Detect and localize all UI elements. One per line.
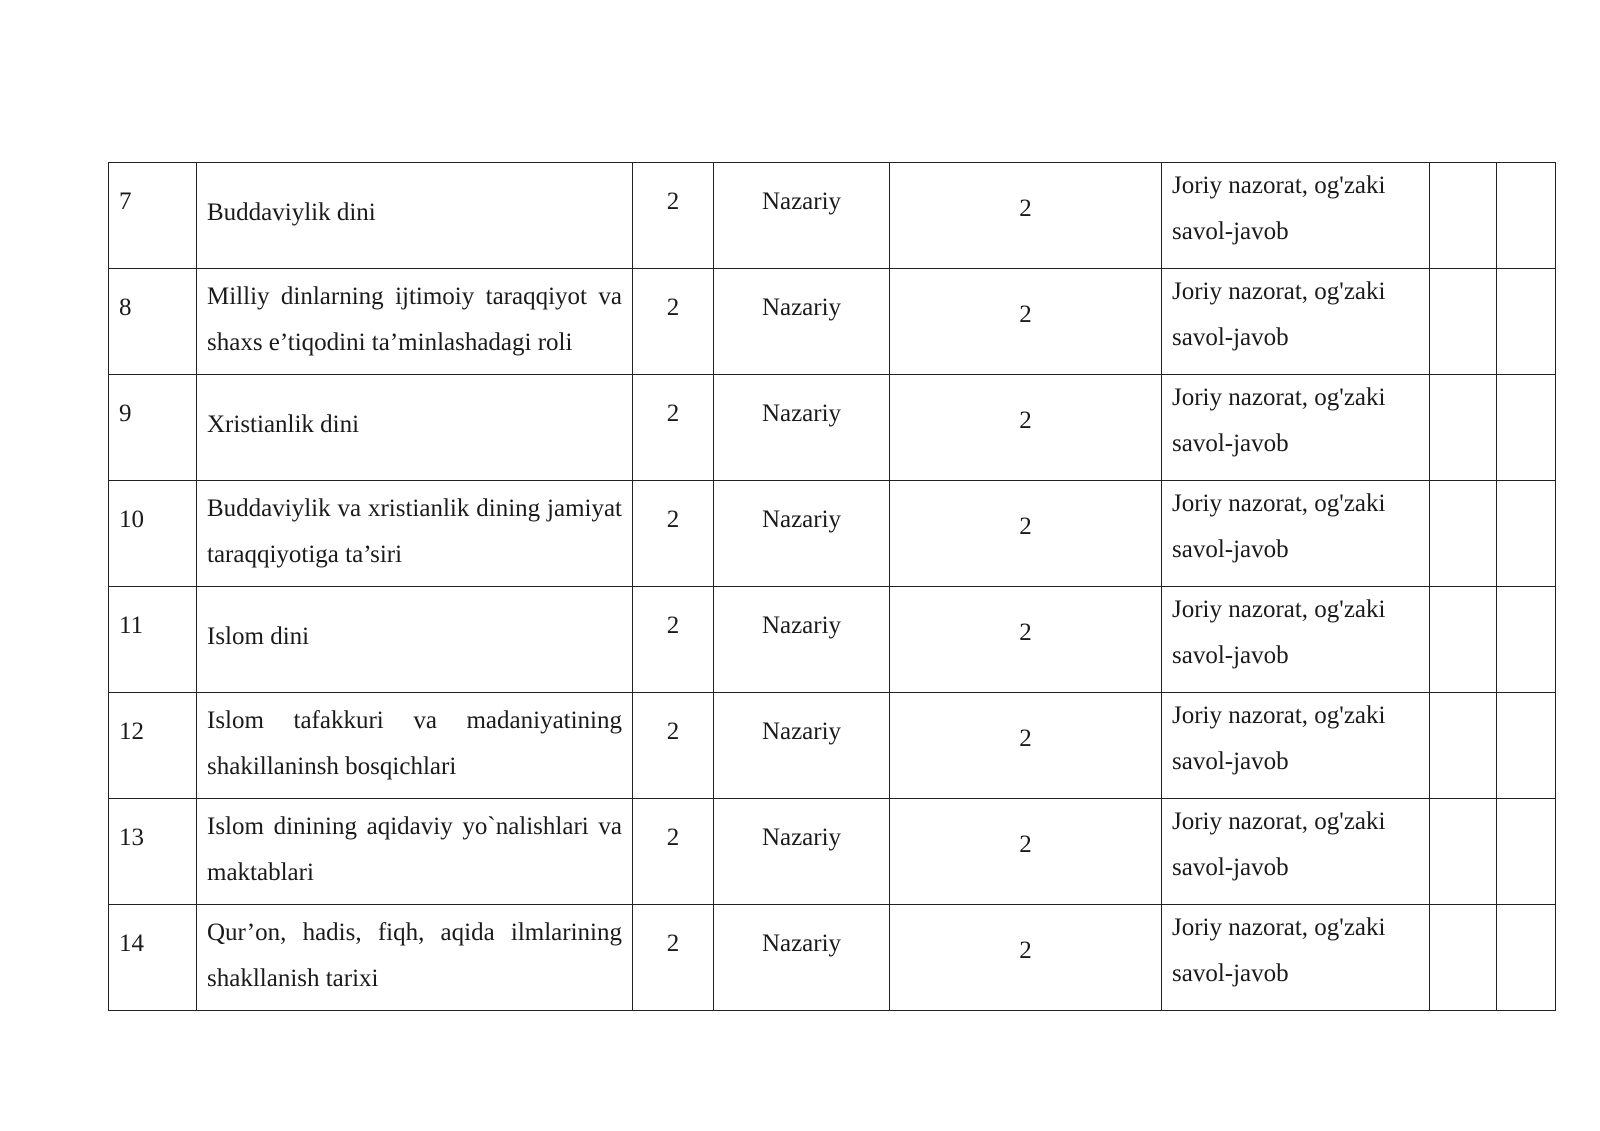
topic-cell [197, 163, 633, 269]
control-cell [1162, 799, 1430, 905]
empty-cell [1497, 693, 1556, 799]
topic-text: Islom dinining aqidaviy yo`nalishlari va maktablari [207, 813, 622, 886]
empty-cell [1430, 481, 1497, 587]
table-row [109, 799, 1556, 905]
control-cell [1162, 587, 1430, 693]
control-text: Joriy nazorat, og'zaki savol-javob [1172, 914, 1386, 987]
hours-cell [633, 269, 714, 375]
empty-cell [1497, 799, 1556, 905]
topic-cell [197, 693, 633, 799]
topic-cell [197, 375, 633, 481]
row-number-cell [109, 693, 197, 799]
lesson-type: Nazariy [761, 930, 842, 957]
table-row [109, 481, 1556, 587]
hours2-cell [890, 799, 1162, 905]
control-text: Joriy nazorat, og'zaki savol-javob [1172, 172, 1386, 245]
empty-cell [1497, 905, 1556, 1011]
empty-cell [1430, 799, 1497, 905]
row-number-cell [109, 481, 197, 587]
control-text: Joriy nazorat, og'zaki savol-javob [1172, 384, 1386, 457]
lesson-type: Nazariy [761, 294, 842, 321]
lesson-type: Nazariy [761, 824, 842, 851]
hours-value: 2 [666, 294, 680, 321]
row-number: 10 [119, 506, 144, 533]
empty-cell [1497, 269, 1556, 375]
empty-cell [1497, 163, 1556, 269]
table-row [109, 269, 1556, 375]
hours-value: 2 [666, 506, 680, 533]
row-number-cell [109, 375, 197, 481]
row-number: 7 [119, 188, 132, 215]
lesson-type-cell [714, 693, 890, 799]
row-number-cell [109, 587, 197, 693]
topic-text: Xristianlik dini [207, 411, 360, 438]
topic-cell [197, 587, 633, 693]
row-number-cell [109, 905, 197, 1011]
hours2-cell [890, 693, 1162, 799]
hours2-cell [890, 587, 1162, 693]
control-text: Joriy nazorat, og'zaki savol-javob [1172, 808, 1386, 881]
empty-cell [1497, 375, 1556, 481]
topic-text: Buddaviylik dini [207, 199, 376, 226]
hours-cell [633, 799, 714, 905]
hours2-cell [890, 163, 1162, 269]
hours2-cell [890, 905, 1162, 1011]
lesson-type-cell [714, 481, 890, 587]
empty-cell [1430, 905, 1497, 1011]
control-text: Joriy nazorat, og'zaki savol-javob [1172, 490, 1386, 563]
row-number-cell [109, 163, 197, 269]
control-cell [1162, 269, 1430, 375]
hours-cell [633, 481, 714, 587]
hours2-value: 2 [1019, 301, 1032, 328]
control-cell [1162, 693, 1430, 799]
hours2-cell [890, 269, 1162, 375]
row-number-cell [109, 799, 197, 905]
table-row [109, 375, 1556, 481]
topic-text: Milliy dinlarning ijtimoiy taraqqiyot va shaxs e’tiqodini ta’minlashadagi roli [207, 283, 622, 356]
empty-cell [1497, 481, 1556, 587]
lesson-type: Nazariy [761, 718, 842, 745]
row-number: 9 [119, 400, 132, 427]
table-row [109, 693, 1556, 799]
row-number: 12 [119, 718, 144, 745]
hours2-value: 2 [1019, 831, 1032, 858]
hours2-value: 2 [1019, 407, 1032, 434]
empty-cell [1430, 587, 1497, 693]
hours-value: 2 [666, 612, 680, 639]
empty-cell [1497, 587, 1556, 693]
control-cell [1162, 481, 1430, 587]
control-text: Joriy nazorat, og'zaki savol-javob [1172, 278, 1386, 351]
control-cell [1162, 905, 1430, 1011]
hours-value: 2 [666, 930, 680, 957]
table-row [109, 163, 1556, 269]
row-number-cell [109, 269, 197, 375]
lesson-type-cell [714, 375, 890, 481]
hours-value: 2 [666, 188, 680, 215]
lesson-plan-table [108, 162, 1556, 1011]
empty-cell [1430, 375, 1497, 481]
empty-cell [1430, 163, 1497, 269]
lesson-type: Nazariy [761, 506, 842, 533]
topic-text: Islom tafakkuri va madaniyatining shakillaninsh bosqichlari [207, 707, 622, 780]
topic-cell [197, 269, 633, 375]
hours-cell [633, 163, 714, 269]
row-number: 14 [119, 930, 144, 957]
table-row [109, 905, 1556, 1011]
lesson-type-cell [714, 905, 890, 1011]
table-row [109, 587, 1556, 693]
lesson-type: Nazariy [761, 612, 842, 639]
control-text: Joriy nazorat, og'zaki savol-javob [1172, 596, 1386, 669]
hours-cell [633, 905, 714, 1011]
topic-cell [197, 799, 633, 905]
empty-cell [1430, 693, 1497, 799]
control-text: Joriy nazorat, og'zaki savol-javob [1172, 702, 1386, 775]
hours2-value: 2 [1019, 513, 1032, 540]
hours-value: 2 [666, 718, 680, 745]
control-cell [1162, 163, 1430, 269]
topic-cell [197, 481, 633, 587]
lesson-type-cell [714, 799, 890, 905]
lesson-type-cell [714, 163, 890, 269]
hours2-cell [890, 375, 1162, 481]
topic-text: Qur’on, hadis, fiqh, aqida ilmlarining shakllanish tarixi [207, 919, 622, 992]
hours-cell [633, 375, 714, 481]
lesson-type: Nazariy [761, 400, 842, 427]
control-cell [1162, 375, 1430, 481]
hours-cell [633, 693, 714, 799]
row-number: 11 [119, 612, 144, 639]
hours2-value: 2 [1019, 619, 1032, 646]
hours-value: 2 [666, 400, 680, 427]
hours2-value: 2 [1019, 937, 1032, 964]
topic-cell [197, 905, 633, 1011]
topic-text: Buddaviylik va xristianlik dining jamiyat taraqqiyotiga ta’siri [207, 495, 622, 568]
empty-cell [1430, 269, 1497, 375]
row-number: 8 [119, 294, 132, 321]
topic-text: Islom dini [207, 623, 310, 650]
lesson-type-cell [714, 269, 890, 375]
hours2-value: 2 [1019, 195, 1032, 222]
row-number: 13 [119, 824, 144, 851]
lesson-type-cell [714, 587, 890, 693]
lesson-type: Nazariy [761, 188, 842, 215]
hours2-cell [890, 481, 1162, 587]
hours2-value: 2 [1019, 725, 1032, 752]
hours-cell [633, 587, 714, 693]
hours-value: 2 [666, 824, 680, 851]
